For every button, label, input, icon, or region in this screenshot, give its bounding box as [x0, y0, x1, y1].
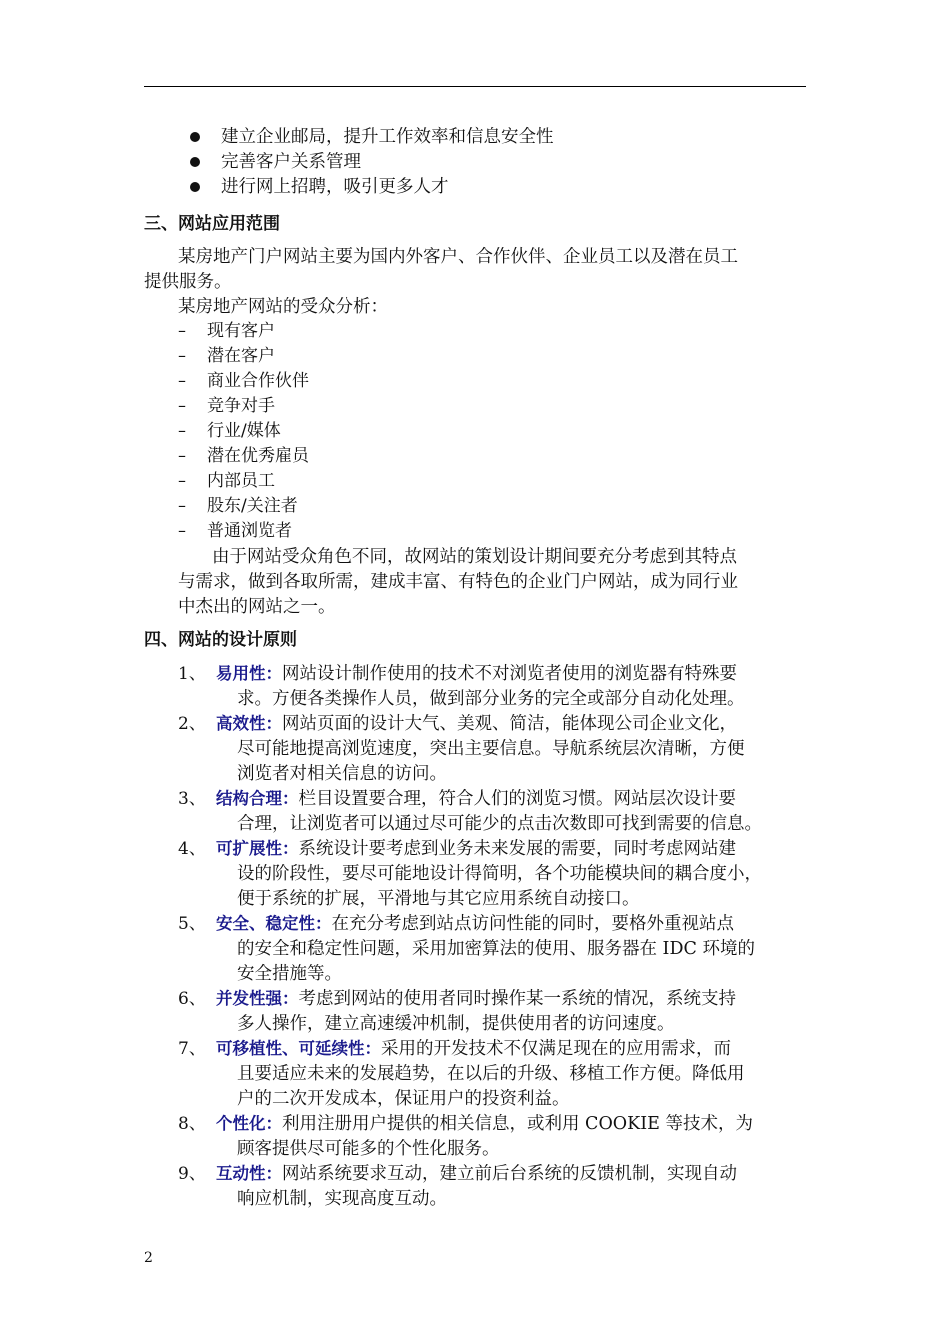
principle-line: 户的二次开发成本，保证用户的投资利益。 — [237, 1089, 570, 1109]
dash-marker: – — [178, 471, 186, 490]
paragraph-line: 某房地产网站的受众分析： — [178, 297, 388, 317]
principle-term: 可扩展性： — [216, 839, 299, 858]
item-number: 2、 — [178, 714, 206, 734]
item-number: 5、 — [178, 914, 206, 934]
principle-line — [216, 837, 736, 861]
principle-term: 互动性： — [216, 1164, 282, 1183]
principle-line: 响应机制，实现高度互动。 — [237, 1189, 447, 1209]
item-number: 9、 — [178, 1164, 206, 1184]
bullet-dot — [190, 157, 200, 167]
principle-text: 网站页面的设计大气、美观、简洁，能体现公司企业文化， — [282, 714, 737, 734]
principle-text: 网站系统要求互动，建立前后台系统的反馈机制，实现自动 — [282, 1164, 737, 1184]
bullet-dot — [190, 182, 200, 192]
dash-marker: – — [178, 321, 186, 340]
principle-text: 采用的开发技术不仅满足现在的应用需求，而 — [381, 1039, 731, 1059]
principle-line — [216, 662, 737, 686]
bullet-item: 进行网上招聘，吸引更多人才 — [221, 177, 449, 197]
bullet-item: 建立企业邮局，提升工作效率和信息安全性 — [221, 127, 554, 147]
audience-item: 商业合作伙伴 — [207, 371, 309, 391]
principle-text: 网站设计制作使用的技术不对浏览者使用的浏览器有特殊要 — [282, 664, 737, 684]
principle-line: 求。方便各类操作人员，做到部分业务的完全或部分自动化处理。 — [237, 689, 745, 709]
paragraph-line: 某房地产门户网站主要为国内外客户、合作伙伴、企业员工以及潜在员工 — [178, 247, 738, 267]
principle-term: 易用性： — [216, 664, 282, 683]
dash-marker: – — [178, 371, 186, 390]
section-heading: 三、网站应用范围 — [144, 214, 280, 234]
principle-line — [216, 1162, 737, 1186]
principle-line — [216, 912, 734, 936]
header-rule — [144, 86, 806, 87]
principle-line: 设的阶段性，要尽可能地设计得简明，各个功能模块间的耦合度小， — [237, 864, 762, 884]
principle-line: 且要适应未来的发展趋势，在以后的升级、移植工作方便。降低用 — [237, 1064, 745, 1084]
dash-marker: – — [178, 496, 186, 515]
audience-item: 股东/关注者 — [207, 496, 298, 516]
principle-line: 多人操作，建立高速缓冲机制，提供使用者的访问速度。 — [237, 1014, 675, 1034]
principle-line: 尽可能地提高浏览速度，突出主要信息。导航系统层次清晰，方便 — [237, 739, 745, 759]
paragraph-line: 提供服务。 — [144, 272, 232, 292]
audience-item: 行业/媒体 — [207, 421, 281, 441]
paragraph-line: 中杰出的网站之一。 — [178, 597, 336, 617]
paragraph-line: 与需求，做到各取所需，建成丰富、有特色的企业门户网站，成为同行业 — [178, 572, 738, 592]
principle-line: 安全措施等。 — [237, 964, 342, 984]
audience-item: 普通浏览者 — [207, 521, 292, 541]
item-number: 3、 — [178, 789, 206, 809]
page-number: 2 — [144, 1250, 153, 1266]
principle-line: 便于系统的扩展，平滑地与其它应用系统自动接口。 — [237, 889, 640, 909]
audience-item: 现有客户 — [207, 321, 275, 341]
audience-item: 竞争对手 — [207, 396, 275, 416]
dash-marker: – — [178, 421, 186, 440]
principle-line: 的安全和稳定性问题，采用加密算法的使用、服务器在 IDC 环境的 — [237, 939, 755, 959]
principle-text: 栏目设置要合理，符合人们的浏览习惯。网站层次设计要 — [298, 789, 736, 809]
principle-text: 考虑到网站的使用者同时操作某一系统的情况，系统支持 — [298, 989, 736, 1009]
paragraph-line: 由于网站受众角色不同，故网站的策划设计期间要充分考虑到其特点 — [212, 547, 737, 567]
principle-text: 在充分考虑到站点访问性能的同时，要格外重视站点 — [331, 914, 734, 934]
principle-term: 结构合理： — [216, 789, 299, 808]
audience-item: 潜在优秀雇员 — [207, 446, 309, 466]
item-number: 1、 — [178, 664, 206, 684]
bullet-dot — [190, 132, 200, 142]
principle-line — [216, 712, 737, 736]
principle-text: 利用注册用户提供的相关信息，或利用 COOKIE 等技术，为 — [282, 1114, 753, 1134]
principle-line: 顾客提供尽可能多的个性化服务。 — [237, 1139, 500, 1159]
principle-line: 合理，让浏览者可以通过尽可能少的点击次数即可找到需要的信息。 — [237, 814, 762, 834]
bullet-item: 完善客户关系管理 — [221, 152, 361, 172]
principle-line: 浏览者对相关信息的访问。 — [237, 764, 447, 784]
dash-marker: – — [178, 521, 186, 540]
item-number: 8、 — [178, 1114, 206, 1134]
principle-term: 安全、稳定性： — [216, 914, 332, 933]
principle-term: 个性化： — [216, 1114, 282, 1133]
dash-marker: – — [178, 396, 186, 415]
principle-line — [216, 1037, 731, 1061]
item-number: 7、 — [178, 1039, 206, 1059]
dash-marker: – — [178, 346, 186, 365]
audience-item: 潜在客户 — [207, 346, 275, 366]
principle-text: 系统设计要考虑到业务未来发展的需要，同时考虑网站建 — [298, 839, 736, 859]
principle-term: 高效性： — [216, 714, 282, 733]
principle-line — [216, 987, 736, 1011]
principle-line — [216, 1112, 753, 1136]
item-number: 4、 — [178, 839, 206, 859]
section-heading: 四、网站的设计原则 — [144, 630, 297, 650]
principle-line — [216, 787, 736, 811]
item-number: 6、 — [178, 989, 206, 1009]
audience-item: 内部员工 — [207, 471, 275, 491]
principle-term: 可移植性、可延续性： — [216, 1039, 381, 1058]
principle-term: 并发性强： — [216, 989, 299, 1008]
dash-marker: – — [178, 446, 186, 465]
